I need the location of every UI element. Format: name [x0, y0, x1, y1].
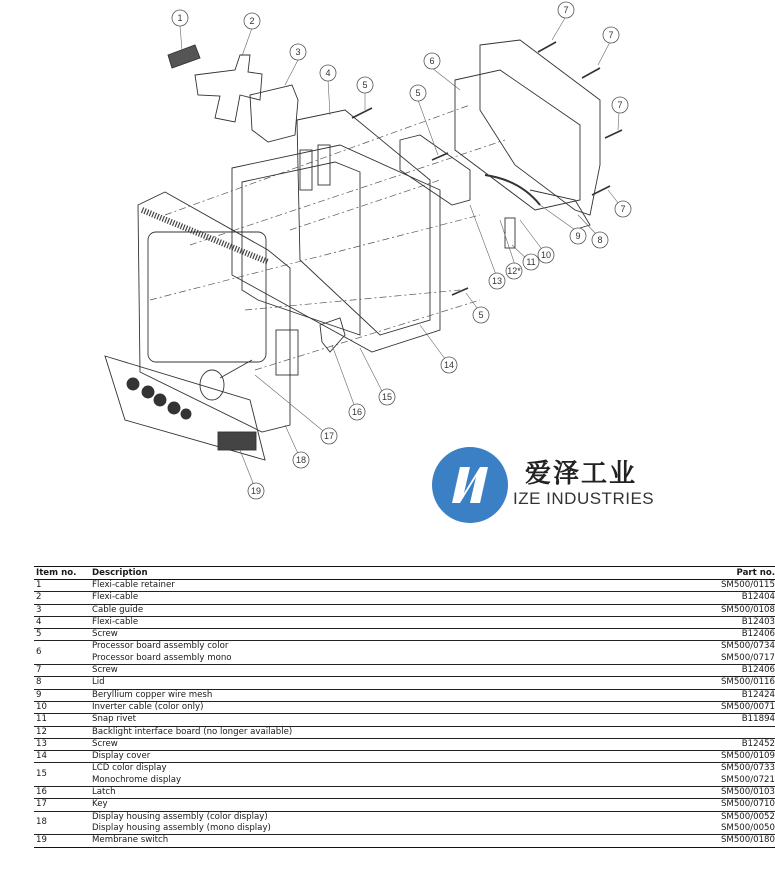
- part-number-cell: SM500/0050: [657, 823, 775, 835]
- callout-15: [379, 389, 395, 405]
- part-number-cell: SM500/0071: [657, 701, 775, 713]
- description-cell: Flexi-cable: [90, 592, 657, 604]
- housing-screen-window: [148, 232, 266, 362]
- description-cell: Display housing assembly (color display): [92, 811, 268, 822]
- description-cell: Processor board assembly mono: [90, 653, 657, 665]
- svg-text:10: 10: [540, 250, 552, 260]
- parts-table-body: [34, 580, 775, 848]
- svg-text:9: 9: [575, 231, 581, 241]
- header-item-no: Item no.: [34, 567, 90, 580]
- parts-table-header: [34, 567, 775, 580]
- item-number-cell: 5: [34, 629, 90, 641]
- part-number-cell: B12452: [657, 738, 775, 750]
- part-number-cell: B11894: [657, 714, 775, 726]
- description-cell: Screw: [90, 665, 657, 677]
- callout-7c: [612, 97, 628, 113]
- svg-text:7: 7: [608, 30, 614, 40]
- svg-text:1: 1: [177, 13, 183, 23]
- part-number-cell: B12424: [657, 689, 775, 701]
- description-cell: Beryllium copper wire mesh: [90, 689, 657, 701]
- part-number-cell: B12406: [657, 665, 775, 677]
- item-number-cell: 16: [34, 787, 90, 799]
- part-number-cell: SM500/0052: [720, 811, 775, 822]
- description-cell: Processor board assembly color: [92, 641, 229, 652]
- item-number-cell: 14: [34, 751, 90, 763]
- callout-4: [320, 65, 336, 81]
- table-row: [34, 787, 775, 799]
- svg-text:16: 16: [351, 407, 363, 417]
- header-description: Description: [90, 567, 657, 580]
- description-cell: LCD color display: [92, 763, 167, 774]
- flexi-cable-retainer-part: [168, 45, 200, 68]
- table-row: [34, 811, 775, 823]
- processor-board-part: [455, 70, 580, 210]
- callout-17: [321, 428, 337, 444]
- part-number-cell: SM500/0710: [657, 799, 775, 811]
- backlight-board-part: [400, 135, 470, 205]
- svg-text:2: 2: [249, 16, 255, 26]
- item-number-cell: 15: [34, 763, 90, 787]
- svg-text:6: 6: [429, 56, 435, 66]
- logo-english-text: IZE INDUSTRIES: [513, 489, 655, 508]
- table-row: [34, 616, 775, 628]
- callout-12: [506, 263, 522, 279]
- svg-text:7: 7: [620, 204, 626, 214]
- company-logo: [430, 445, 670, 525]
- svg-text:5: 5: [478, 310, 484, 320]
- callout-7d: [615, 201, 631, 217]
- callout-8: [592, 232, 608, 248]
- item-number-cell: 13: [34, 738, 90, 750]
- callout-13: [489, 273, 505, 289]
- callout-10: [538, 247, 554, 263]
- callout-6: [424, 53, 440, 69]
- description-cell: Monochrome display: [90, 775, 657, 787]
- item-number-cell: 8: [34, 677, 90, 689]
- item-number-cell: 1: [34, 580, 90, 592]
- part-number-cell: B12404: [657, 592, 775, 604]
- svg-text:5: 5: [362, 80, 368, 90]
- svg-text:11: 11: [526, 257, 536, 267]
- svg-text:5: 5: [415, 88, 421, 98]
- description-cell: Display housing assembly (mono display): [90, 823, 657, 835]
- cable-guide-part: [250, 85, 298, 142]
- callout-1: [172, 10, 188, 26]
- callout-14: [441, 357, 457, 373]
- table-row: [34, 701, 775, 713]
- table-row: [34, 592, 775, 604]
- table-row: [34, 653, 775, 665]
- callout-9: [570, 228, 586, 244]
- svg-text:12*: 12*: [507, 266, 521, 276]
- table-row: [34, 726, 775, 738]
- callout-5a: [357, 77, 373, 93]
- item-number-cell: 7: [34, 665, 90, 677]
- table-row: [34, 604, 775, 616]
- callout-16: [349, 404, 365, 420]
- item-number-cell: 12: [34, 726, 90, 738]
- item-number-cell: 4: [34, 616, 90, 628]
- lid-part: [480, 40, 600, 215]
- description-cell: Flexi-cable: [90, 616, 657, 628]
- description-cell: Membrane switch: [90, 835, 657, 847]
- svg-text:18: 18: [295, 455, 307, 465]
- part-number-cell: SM500/0721: [657, 775, 775, 787]
- item-number-cell: 3: [34, 604, 90, 616]
- logo-mark-icon: [430, 445, 510, 525]
- part-number-cell: SM500/0733: [720, 763, 775, 774]
- snap-rivet-part: [505, 218, 515, 248]
- callout-18: [293, 452, 309, 468]
- table-row: [34, 751, 775, 763]
- description-cell: Lid: [90, 677, 657, 689]
- membrane-tail: [218, 432, 256, 450]
- svg-text:13: 13: [491, 276, 503, 286]
- part-number-cell: B12406: [657, 629, 775, 641]
- membrane-keys: [127, 378, 191, 419]
- item-number-cell: 11: [34, 714, 90, 726]
- table-row: [34, 714, 775, 726]
- table-row: [34, 823, 775, 835]
- item-number-cell: 17: [34, 799, 90, 811]
- callout-19: [248, 483, 264, 499]
- svg-text:4: 4: [325, 68, 331, 78]
- item-number-cell: 9: [34, 689, 90, 701]
- part-number-cell: B12403: [657, 616, 775, 628]
- description-cell: Backlight interface board (no longer available): [90, 726, 657, 738]
- table-row: [34, 580, 775, 592]
- item-number-cell: 2: [34, 592, 90, 604]
- table-row: [34, 641, 775, 653]
- table-row: [34, 775, 775, 787]
- callout-7b: [603, 27, 619, 43]
- description-cell: Screw: [90, 629, 657, 641]
- description-cell: Key: [90, 799, 657, 811]
- connector-4a: [300, 150, 312, 190]
- part-number-cell: SM500/0115: [657, 580, 775, 592]
- table-row: [34, 763, 775, 775]
- description-cell: Inverter cable (color only): [90, 701, 657, 713]
- svg-text:15: 15: [381, 392, 393, 402]
- logo-chinese-text: 爱泽工业: [525, 459, 638, 489]
- description-cell: Latch: [90, 787, 657, 799]
- table-row: [34, 665, 775, 677]
- svg-text:7: 7: [563, 5, 569, 15]
- description-cell: Snap rivet: [90, 714, 657, 726]
- callout-5c: [473, 307, 489, 323]
- callout-7a: [558, 2, 574, 18]
- svg-text:17: 17: [323, 431, 335, 441]
- item-number-cell: 10: [34, 701, 90, 713]
- description-cell: Flexi-cable retainer: [90, 580, 657, 592]
- description-cell: Screw: [90, 738, 657, 750]
- svg-text:19: 19: [250, 486, 262, 496]
- svg-text:14: 14: [443, 360, 455, 370]
- table-row: [34, 738, 775, 750]
- svg-text:7: 7: [617, 100, 623, 110]
- parts-table: [34, 566, 775, 848]
- table-row: [34, 677, 775, 689]
- part-number-cell: SM500/0180: [657, 835, 775, 847]
- key-part: [200, 370, 224, 400]
- table-row: [34, 799, 775, 811]
- item-number-cell: 6: [34, 641, 90, 665]
- callout-11: [523, 254, 539, 270]
- flexi-cable-part: [195, 55, 262, 122]
- description-cell: Display cover: [90, 751, 657, 763]
- latch-bracket: [276, 330, 298, 375]
- callout-3: [290, 44, 306, 60]
- item-number-cell: 19: [34, 835, 90, 847]
- part-number-cell: SM500/0109: [657, 751, 775, 763]
- lcd-display-part: [242, 162, 360, 335]
- part-number-cell: SM500/0108: [657, 604, 775, 616]
- part-number-cell: SM500/0734: [720, 641, 775, 652]
- housing-vent-ribs: [142, 210, 268, 262]
- svg-text:8: 8: [597, 235, 603, 245]
- part-number-cell: SM500/0717: [657, 653, 775, 665]
- table-row: [34, 629, 775, 641]
- part-number-cell: SM500/0103: [657, 787, 775, 799]
- header-part-no: Part no.: [657, 567, 775, 580]
- callout-2: [244, 13, 260, 29]
- item-number-cell: 18: [34, 811, 90, 835]
- description-cell: Cable guide: [90, 604, 657, 616]
- table-row: [34, 835, 775, 847]
- callout-5b: [410, 85, 426, 101]
- svg-text:3: 3: [295, 47, 301, 57]
- table-row: [34, 689, 775, 701]
- part-number-cell: [657, 726, 775, 738]
- part-number-cell: SM500/0116: [657, 677, 775, 689]
